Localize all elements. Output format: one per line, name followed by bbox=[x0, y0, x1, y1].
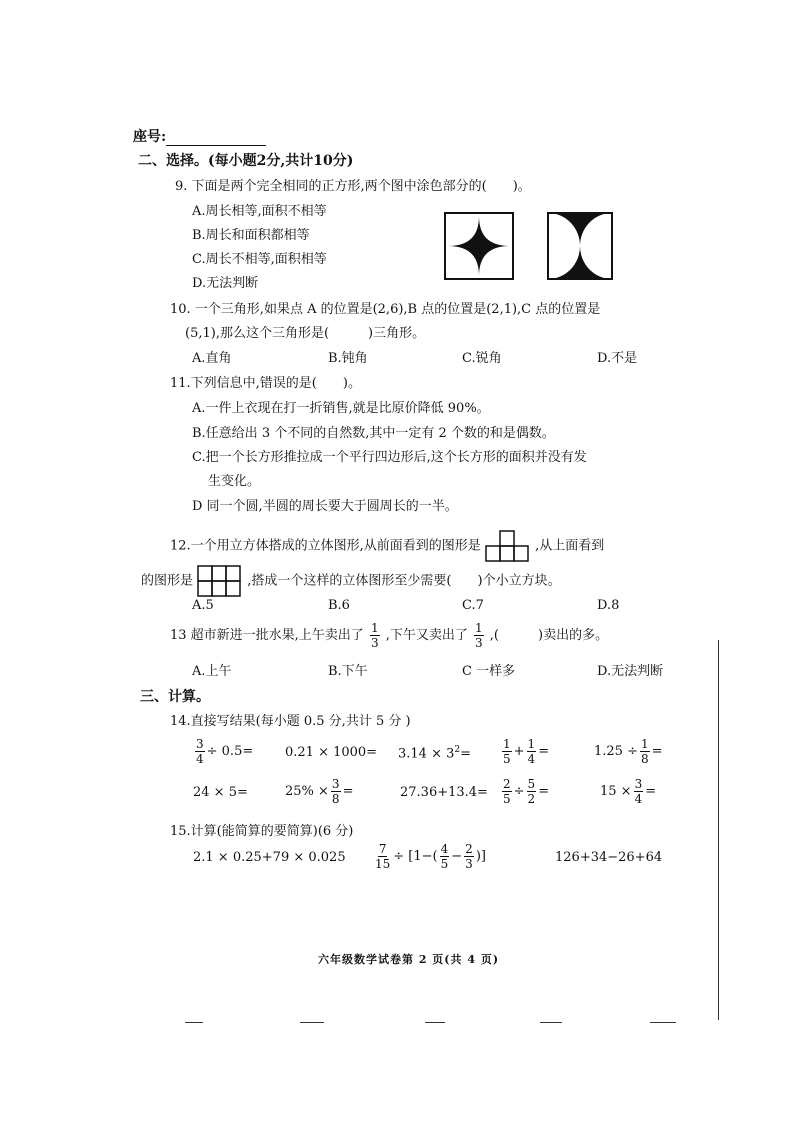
q13-fraction-afternoon: $\frac{1}{3}$ bbox=[475, 621, 483, 650]
q13-option-b: B.下午 bbox=[328, 664, 368, 679]
q14-r1-expr1: $\frac{3}{4}$ ÷ 0.5= bbox=[196, 737, 254, 766]
q12-option-a: A.5 bbox=[192, 598, 214, 613]
q12-text-2: ,从上面看到 bbox=[535, 538, 605, 554]
section2-title: 二、选择。(每小题2分,共计10分) bbox=[138, 153, 354, 169]
q13-text-2: ,下午又卖出了 bbox=[385, 628, 468, 643]
q13-text-1: 13 超市新进一批水果,上午卖出了 bbox=[170, 628, 364, 643]
q13-fraction-morning: $\frac{1}{3}$ bbox=[370, 621, 379, 650]
q10-option-b: B.钝角 bbox=[328, 351, 368, 366]
q15-expr2: $\frac{7}{15}$ ÷ [1−( $\frac{4}{5}$ − $\frac{2}{3}$ )] bbox=[375, 842, 486, 871]
scan-dash-4 bbox=[540, 1022, 562, 1023]
q14-r1-expr4: $\frac{1}{5}$ + $\frac{1}{4}$ = bbox=[503, 737, 550, 766]
q14-r2-expr2: 25% × $\frac{3}{8}$ = bbox=[285, 777, 354, 806]
seat-blank bbox=[166, 133, 266, 146]
q9-option-c: C.周长不相等,面积相等 bbox=[192, 252, 327, 267]
q10-option-c: C.锐角 bbox=[462, 351, 502, 366]
scan-dash-2 bbox=[300, 1022, 324, 1023]
q15-expr3: 126+34−26+64 bbox=[555, 850, 663, 865]
q11-option-a: A.一件上衣现在打一折销售,就是比原价降低 90%。 bbox=[192, 401, 490, 416]
q14-r1-expr5: 1.25 ÷ $\frac{1}{8}$ = bbox=[594, 737, 663, 766]
q14-r2-expr5: 15 × $\frac{3}{4}$ = bbox=[600, 777, 657, 806]
q14-r2-expr4: $\frac{2}{5}$ ÷ $\frac{5}{2}$ = bbox=[503, 777, 550, 806]
q11-option-c-cont: 生变化。 bbox=[208, 474, 261, 489]
q10-line2: (5,1),那么这个三角形是( )三角形。 bbox=[185, 326, 426, 341]
q12-option-c: C.7 bbox=[462, 598, 484, 613]
q9-stem: 9. 下面是两个完全相同的正方形,两个图中涂色部分的( )。 bbox=[175, 179, 531, 194]
scan-dash-1 bbox=[185, 1022, 203, 1023]
q13-text-3: ,( )卖出的多。 bbox=[489, 628, 609, 643]
q9-option-b: B.周长和面积都相等 bbox=[192, 228, 310, 243]
q11-option-d: D 同一个圆,半圆的周长要大于圆周长的一半。 bbox=[192, 499, 458, 514]
q14-r1-expr2: 0.21 × 1000= bbox=[285, 745, 378, 760]
q9-option-a: A.周长相等,面积不相等 bbox=[192, 204, 327, 219]
q10-option-a: A.直角 bbox=[192, 351, 232, 366]
page-footer: 六年级数学试卷第 2 页(共 4 页) bbox=[318, 953, 500, 966]
q12-option-b: B.6 bbox=[328, 598, 350, 613]
q9-figure-arc-square bbox=[547, 212, 613, 280]
q13-option-c: C 一样多 bbox=[462, 664, 516, 679]
q14-r1-expr3: $3.14 \times 3^2=$ bbox=[398, 745, 472, 762]
q12-line2 bbox=[141, 565, 561, 597]
q12-front-view-figure bbox=[485, 530, 531, 562]
q11-option-b: B.任意给出 3 个不同的自然数,其中一定有 2 个数的和是偶数。 bbox=[192, 426, 555, 441]
scan-dash-3 bbox=[425, 1022, 445, 1023]
q13-option-a: A.上午 bbox=[192, 664, 232, 679]
q9-figure-star-square bbox=[444, 212, 514, 280]
q10-line1: 10. 一个三角形,如果点 A 的位置是(2,6),B 点的位置是(2,1),C 点的位置是 bbox=[170, 302, 601, 317]
q13-line bbox=[170, 622, 608, 649]
q12-text-3: 的图形是 bbox=[141, 573, 194, 589]
q14-title: 14.直接写结果(每小题 0.5 分,共计 5 分 ) bbox=[170, 714, 411, 729]
q15-title: 15.计算(能简算的要简算)(6 分) bbox=[170, 824, 354, 839]
seat-label: 座号: bbox=[133, 129, 167, 145]
q13-option-d: D.无法判断 bbox=[597, 664, 664, 679]
q12-top-view-figure bbox=[197, 565, 243, 597]
q11-stem: 11.下列信息中,错误的是( )。 bbox=[170, 376, 361, 391]
q12-option-d: D.8 bbox=[597, 598, 620, 613]
q11-option-c: C.把一个长方形推拉成一个平行四边形后,这个长方形的面积并没有发 bbox=[192, 450, 587, 465]
q10-option-d: D.不是 bbox=[597, 351, 638, 366]
q14-r2-expr3: 27.36+13.4= bbox=[400, 785, 488, 800]
q14-r2-expr1: 24 × 5= bbox=[193, 785, 248, 800]
q12-text-4: ,搭成一个这样的立体图形至少需要( )个小立方块。 bbox=[247, 573, 561, 589]
scan-dash-5 bbox=[650, 1022, 676, 1023]
q15-expr1: 2.1 × 0.25+79 × 0.025 bbox=[193, 850, 346, 865]
q12-line1 bbox=[170, 530, 604, 562]
seat-number-field bbox=[133, 126, 266, 146]
q12-text-1: 12.一个用立方体搭成的立体图形,从前面看到的图形是 bbox=[170, 538, 481, 554]
scan-edge-line bbox=[718, 640, 719, 1020]
q9-option-d: D.无法判断 bbox=[192, 276, 259, 291]
section3-title: 三、计算。 bbox=[140, 689, 210, 705]
